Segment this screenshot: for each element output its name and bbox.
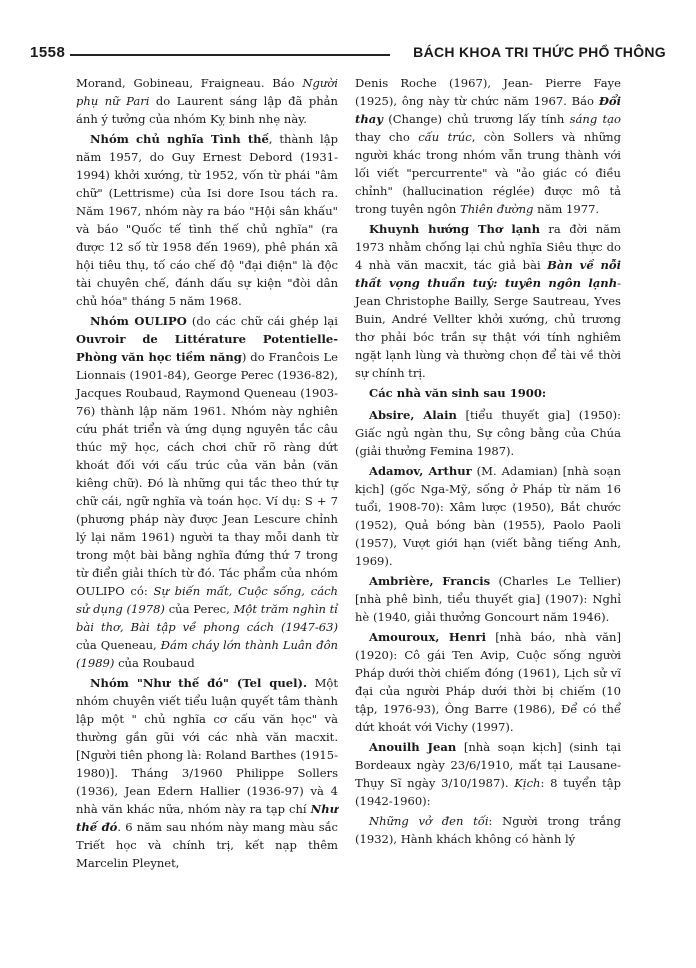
entry-name: Amouroux, Henri — [369, 630, 487, 644]
entry-absire: Absire, Alain [tiểu thuyết gia] (1950): Giấc ngủ ngàn thu, Sự công bằng của Chúa (giải thưởng Femina 1987). — [355, 408, 622, 458]
entry-anouilh: Anouilh Jean [nhà soạn kịch] (sinh tại Bordeaux ngày 23/6/1910, mất tại Lausane- Thụy Sĩ ngày 3/10/1987). Kịch: 8 tuyển tập (1942-1960): — [355, 740, 621, 808]
term-heading: Nhóm chủ nghĩa Tình thế — [90, 132, 269, 146]
entry-ambriere: Ambrière, Francis (Charles Le Tellier) [nhà phê bình, tiểu thuyết gia] (1907): Nghỉ hè (1940, giải thưởng Goncourt năm 1946). — [355, 574, 621, 624]
term-heading: Khuynh hướng Thơ lạnh — [369, 222, 540, 236]
entry-name: Ambrière, Francis — [369, 574, 491, 588]
entry-name: Anouilh Jean — [369, 740, 457, 754]
paragraph-tinh-the: Nhóm chủ nghĩa Tình thế, thành lập năm 1957, do Guy Ernest Debord (1931-1994) khởi xướng, từ 1952, vốn từ phái "âm chữ" (Lettrisme) của Isi dore Isou tách ra. Năm 1967, nhóm này ra báo "Hội sân khấu" và báo "Quốc tế tình thế chủ nghĩa" (ra được 12 số từ 1958 đến 1969), phê phán xã hội tiêu thụ, tố cáo chế độ "đại điện" là độc tài chuyên chế, đánh dấu sự kiện "đòi dân chủ hóa" tháng 5 năm 1968. — [76, 132, 338, 308]
paragraph-tho-lanh: Khuynh hướng Thơ lạnh ra đời năm 1973 nhằm chống lại chủ nghĩa Siêu thực do 4 nhà văn macxit, tác giả bài Bàn về nỗi thất vọng thuần tuý: tuyên ngôn lạnh- Jean Christophe Bailly, Serge Sautreau, Yves Buin, André Vellter khởi xướng, chủ trương thơ phải bóc trần sự thật với tính nghiêm ngặt lạnh lùng và thường chọn để tài về thời sự chính trị. — [355, 222, 621, 380]
section-heading: Các nhà văn sinh sau 1900: — [369, 386, 547, 400]
entry-name: Adamov, Arthur — [369, 464, 472, 478]
page-header — [30, 44, 666, 66]
term-heading: Nhóm OULIPO — [90, 314, 187, 328]
book-title: BÁCH KHOA TRI THỨC PHỔ THÔNG — [413, 44, 666, 60]
page-number: 1558 — [30, 44, 66, 61]
paragraph-tel-quel-continuation: Denis Roche (1967), Jean- Pierre Faye (1925), ông này từ chức năm 1967. Báo Đổi thay (Change) chủ trương lấy tính sáng tạo thay cho cấu trúc, còn Sollers và những người khác trong nhóm vẫn trung thành với lối viết "percurrente" và "ảo giác có điều chỉnh" (hallucination réglée) được mô tả trong tuyên ngôn Thiên đường năm 1977. — [355, 76, 622, 216]
entry-adamov: Adamov, Arthur (M. Adamian) [nhà soạn kịch] (gốc Nga-Mỹ, sống ở Pháp từ năm 16 tuổi, 1908-70): Xâm lược (1950), Bắt chước (1952), Quả bóng bàn (1955), Paolo Paoli (1957), Vượt giới hạn (viết bằng tiếng Anh, 1969). — [355, 464, 621, 568]
right-column — [355, 74, 621, 850]
term-heading: Nhóm "Như thế đó" (Tel quel). — [90, 676, 307, 690]
paragraph-tel-quel: Nhóm "Như thế đó" (Tel quel). Một nhóm chuyên viết tiểu luận quyết tâm thành lập một " chủ nghĩa cơ cấu văn học" và thường gần gũi với các nhà văn macxit. [Người tiên phong là: Roland Barthes (1915-1980)]. Tháng 3/1960 Philippe Sollers (1936), Jean Edern Hallier (1936-97) và 4 nhà văn khác nữa, nhóm này ra tạp chí Như thế đó. 6 năm sau nhóm này mang màu sắc Triết học và chính trị, kết nạp thêm Marcelin Pleynet, — [76, 676, 338, 870]
entry-anouilh-plays: Những vở đen tối: Người trong trắng (1932), Hành khách không có hành lý — [355, 814, 621, 846]
paragraph-oulipo: Nhóm OULIPO (do các chữ cái ghép lại Ouvroir de Littérature Potentielle- Phòng văn học tiềm năng) do Franĉois Le Lionnais (1901-84), George Perec (1936-82), Jacques Roubaud, Raymond Queneau (1903-76) thành lập năm 1961. Nhóm này nghiên cứu phát triển và ứng dụng nguyên tắc câu thúc mỹ học, cách chơi chữ rõ ràng dứt khoát đối với cấu trúc của văn bản (văn kiêng chữ). Đó là những qui tắc theo thứ tự chữ cái, ngữ nghĩa và toán học. Ví dụ: S + 7 (phương pháp này được Jean Lescure chỉnh lý lại năm 1961) người ta thay mỗi danh từ trong một bài bằng nghĩa đứng thứ 7 trong từ điển giải thích từ đó. Tác phẩm của nhóm OULIPO có: Sự biến mất, Cuộc sống, cách sử dụng (1978) của Perec, Một trăm nghìn tỉ bài thơ, Bài tập về phong cách (1947-63) của Queneau, Đám cháy lớn thành Luân đôn (1989) của Roubaud — [76, 314, 339, 670]
paragraph-kybinh-continuation: Morand, Gobineau, Fraigneau. Báo Người phụ nữ Pari do Laurent sáng lập đã phản ánh ý tưởng của nhóm Kỵ binh nhẹ này. — [76, 76, 338, 126]
entry-name: Absire, Alain — [369, 408, 457, 422]
header-rule — [70, 54, 390, 56]
left-column — [76, 74, 338, 874]
entry-amouroux: Amouroux, Henri [nhà báo, nhà văn] (1920): Cô gái Ten Avip, Cuộc sống người Pháp dưới thời chiếm đóng (1961), Lịch sử vĩ đại của người Pháp dưới thời bị chiếm (10 tập, 1976-93), Ông Barre (1986), Để có thể dứt khoát với Vichy (1997). — [355, 630, 622, 734]
